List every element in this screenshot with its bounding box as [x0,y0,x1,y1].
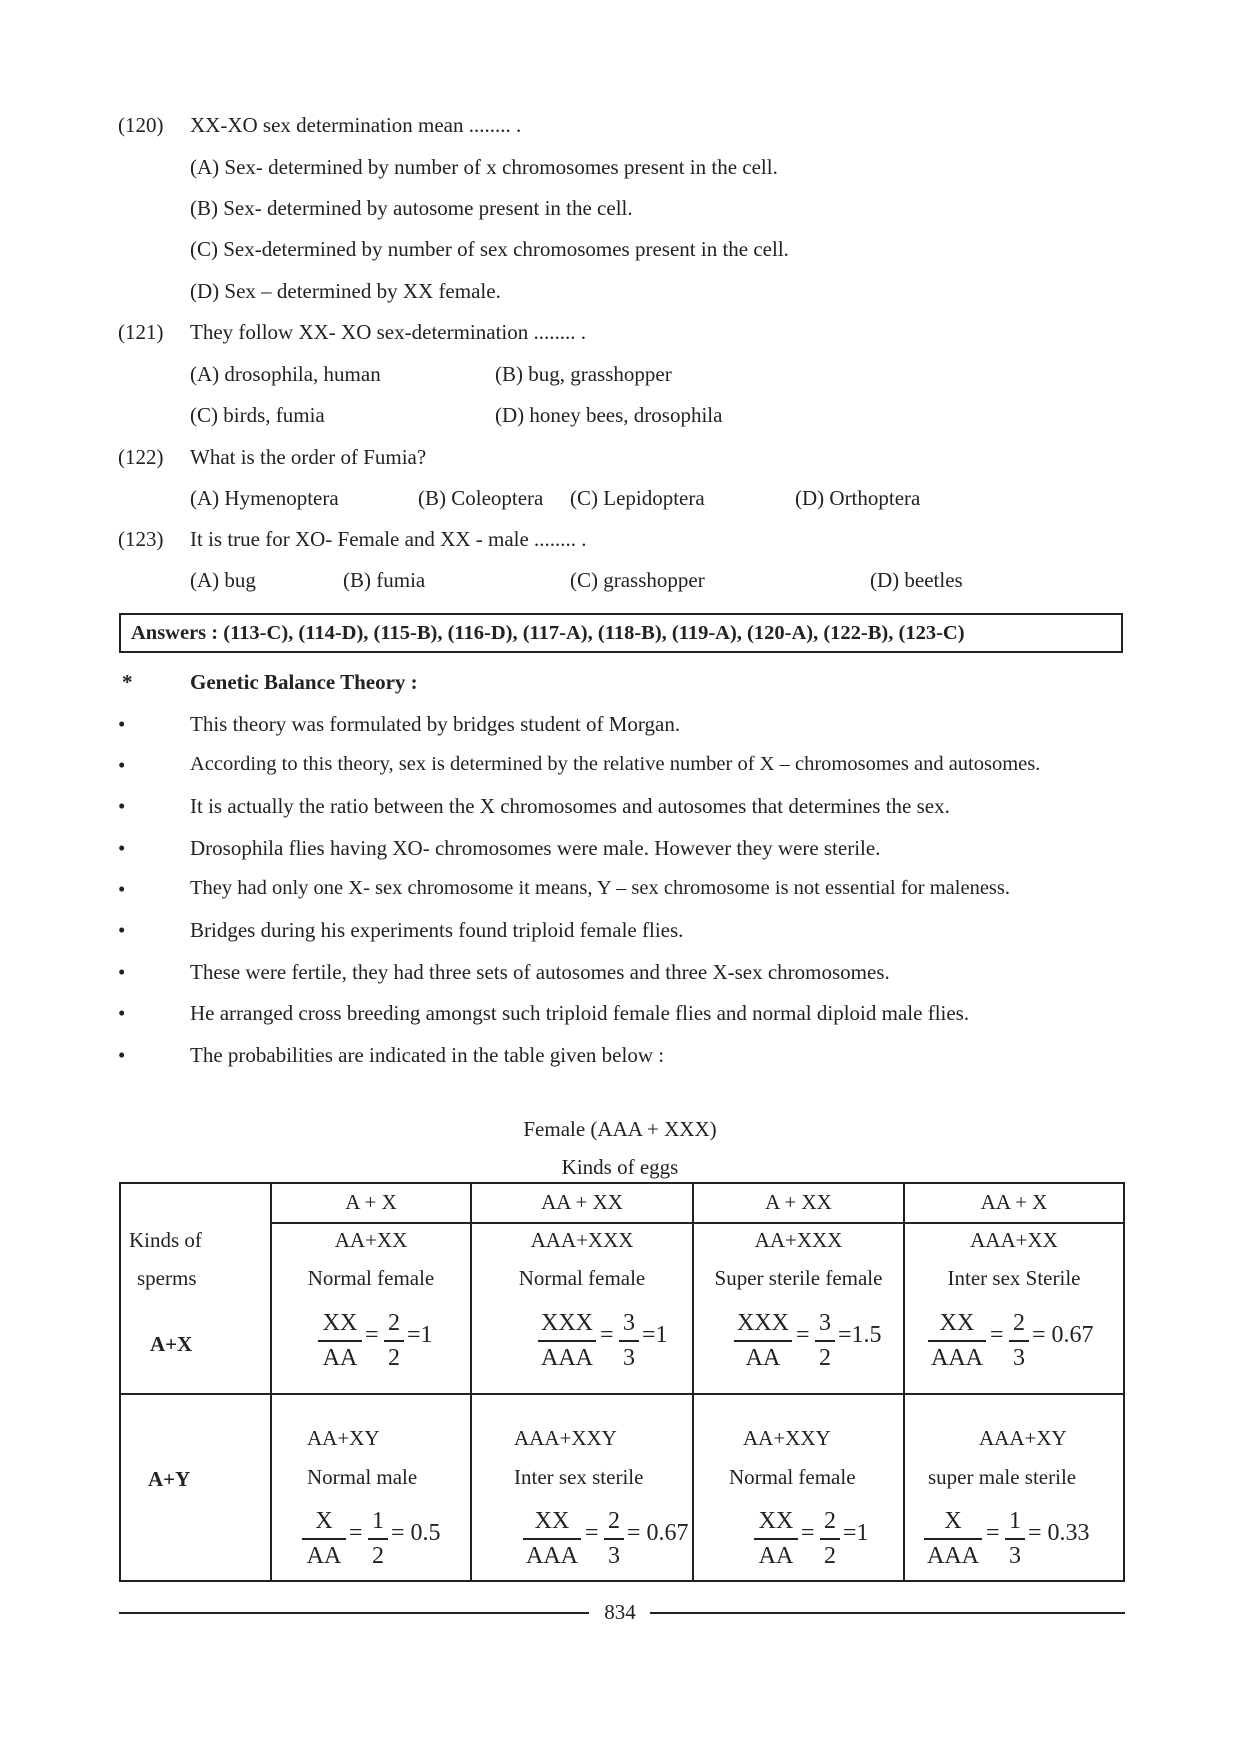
ratio-value: = 0.67 [627,1520,689,1546]
answer-key-box: Answers : (113-C), (114-D), (115-B), (116-D), (117-A), (118-B), (119-A), (120-A), (122-B), (123-C) [119,613,1123,653]
option: (A) Sex- determined by number of x chromosomes present in the cell. [190,155,778,179]
ratio-numerator: XXX [541,1310,593,1336]
genotype: AAA+XY [979,1426,1067,1450]
egg-type-header: A + X [345,1190,397,1214]
ratio-denominator: AAA [541,1345,593,1371]
ratio-n: 3 [623,1310,635,1336]
question-text: XX-XO sex determination mean ........ . [190,113,522,137]
bullet: • [118,794,126,818]
row-header-label: Kinds of [129,1228,202,1252]
ratio-d: 2 [819,1345,831,1371]
ratio-numerator: X [944,1508,962,1534]
ratio-d: 3 [608,1543,620,1569]
footer-rule-right [650,1612,1125,1614]
ratio-n: 2 [608,1508,620,1534]
ratio-d: 3 [623,1345,635,1371]
ratio-value: =1.5 [838,1322,882,1348]
sex-result: super male sterile [928,1465,1077,1489]
ratio-denominator: AAA [526,1543,578,1569]
bullet: • [118,1043,126,1067]
question-number: (120) [118,113,164,137]
genotype: AAA+XXY [514,1426,617,1450]
bullet-text: Drosophila flies having XO- chromosomes were male. However they were sterile. [190,836,881,860]
ratio-value: = 0.33 [1028,1520,1090,1546]
star-marker: * [122,670,133,694]
ratio-denominator: AA [758,1543,794,1569]
section-heading: Genetic Balance Theory : [190,670,418,694]
genotype: AA+XY [307,1426,380,1450]
footer-rule-left [119,1612,589,1614]
question-number: (121) [118,320,164,344]
ratio-n: 2 [824,1508,836,1534]
sex-result: Normal male [307,1465,418,1489]
sperm-type: A+Y [148,1467,191,1491]
ratio-d: 3 [1009,1543,1021,1569]
question-number: (122) [118,445,164,469]
ratio-numerator: XXX [737,1310,789,1336]
bullet: • [118,1001,126,1025]
ratio-d: 2 [824,1543,836,1569]
bullet-text: They had only one X- sex chromosome it means, Y – sex chromosome is not essential for maleness. [190,877,1011,899]
row-header-label: sperms [137,1266,197,1290]
option: (B) bug, grasshopper [495,362,672,386]
ratio-n: 3 [819,1310,831,1336]
bullet-text: The probabilities are indicated in the table given below : [190,1043,665,1067]
genotype: AA+XXY [743,1426,831,1450]
genotype: AAA+XXX [530,1228,634,1252]
ratio-n: 2 [1013,1310,1025,1336]
page-number: 834 [604,1600,636,1624]
sex-result: Inter sex sterile [514,1465,644,1489]
sex-result: Normal female [307,1266,435,1290]
ratio-d: 2 [372,1543,384,1569]
ratio-value: = 0.67 [1032,1322,1094,1348]
question-number: (123) [118,527,164,551]
option: (A) bug [190,568,256,592]
bullet-text: These were fertile, they had three sets of autosomes and three X-sex chromosomes. [190,960,890,984]
ratio-n: 1 [1009,1508,1021,1534]
option: (C) birds, fumia [190,403,325,427]
egg-type-header: AA + XX [541,1190,623,1214]
ratio-numerator: XX [758,1508,794,1534]
bullet: • [118,836,126,860]
bullet: • [118,960,126,984]
table-caption: Female (AAA + XXX) [523,1117,717,1141]
ratio-value: =1 [407,1322,433,1348]
ratio-numerator: XX [534,1508,570,1534]
option: (B) Coleoptera [418,486,544,510]
genotype: AA+XXX [754,1228,843,1252]
ratio-denominator: AA [322,1345,358,1371]
bullet: • [118,918,126,942]
question-text: It is true for XO- Female and XX - male ........ . [190,527,587,551]
ratio-d: 2 [388,1345,400,1371]
ratio-n: 1 [372,1508,384,1534]
bullet-text: It is actually the ratio between the X chromosomes and autosomes that determines the sex. [190,794,950,818]
option: (A) drosophila, human [190,362,381,386]
ratio-numerator: X [315,1508,333,1534]
egg-type-header: A + XX [765,1190,832,1214]
bullet-text: Bridges during his experiments found triploid female flies. [190,918,684,942]
egg-type-header: AA + X [980,1190,1048,1214]
bullet-text: According to this theory, sex is determined by the relative number of X – chromosomes and autosomes. [190,753,1041,775]
question-text: What is the order of Fumia? [190,445,427,469]
option: (C) Sex-determined by number of sex chromosomes present in the cell. [190,237,789,261]
sex-result: Super sterile female [714,1266,883,1290]
ratio-n: 2 [388,1310,400,1336]
question-text: They follow XX- XO sex-determination ........ . [190,320,586,344]
ratio-numerator: XX [322,1310,358,1336]
option: (C) Lepidoptera [570,486,705,510]
option: (C) grasshopper [570,568,705,592]
option: (D) Sex – determined by XX female. [190,279,501,303]
table-caption: Kinds of eggs [561,1155,679,1179]
bullet-text: He arranged cross breeding amongst such triploid female flies and normal diploid male flies. [190,1001,970,1025]
option: (D) Orthoptera [795,486,921,510]
genotype: AA+XX [334,1228,408,1252]
ratio-d: 3 [1013,1345,1025,1371]
option: (D) beetles [870,568,963,592]
ratio-numerator: XX [939,1310,975,1336]
genotype: AAA+XX [970,1228,1058,1252]
option: (B) fumia [343,568,426,592]
ratio-denominator: AAA [931,1345,983,1371]
ratio-value: =1 [843,1520,869,1546]
sex-result: Normal female [518,1266,646,1290]
ratio-denominator: AA [745,1345,781,1371]
ratio-denominator: AA [306,1543,342,1569]
bullet-text: This theory was formulated by bridges student of Morgan. [190,712,681,736]
option: (A) Hymenoptera [190,486,339,510]
ratio-value: = 0.5 [391,1520,441,1546]
sperm-type: A+X [150,1332,193,1356]
bullet: • [118,712,126,736]
option: (D) honey bees, drosophila [495,403,723,427]
ratio-denominator: AAA [927,1543,979,1569]
bullet: • [118,753,126,777]
sex-result: Normal female [729,1465,856,1489]
option: (B) Sex- determined by autosome present in the cell. [190,196,633,220]
sex-result: Inter sex Sterile [947,1266,1081,1290]
bullet: • [118,877,126,901]
ratio-value: =1 [642,1322,668,1348]
